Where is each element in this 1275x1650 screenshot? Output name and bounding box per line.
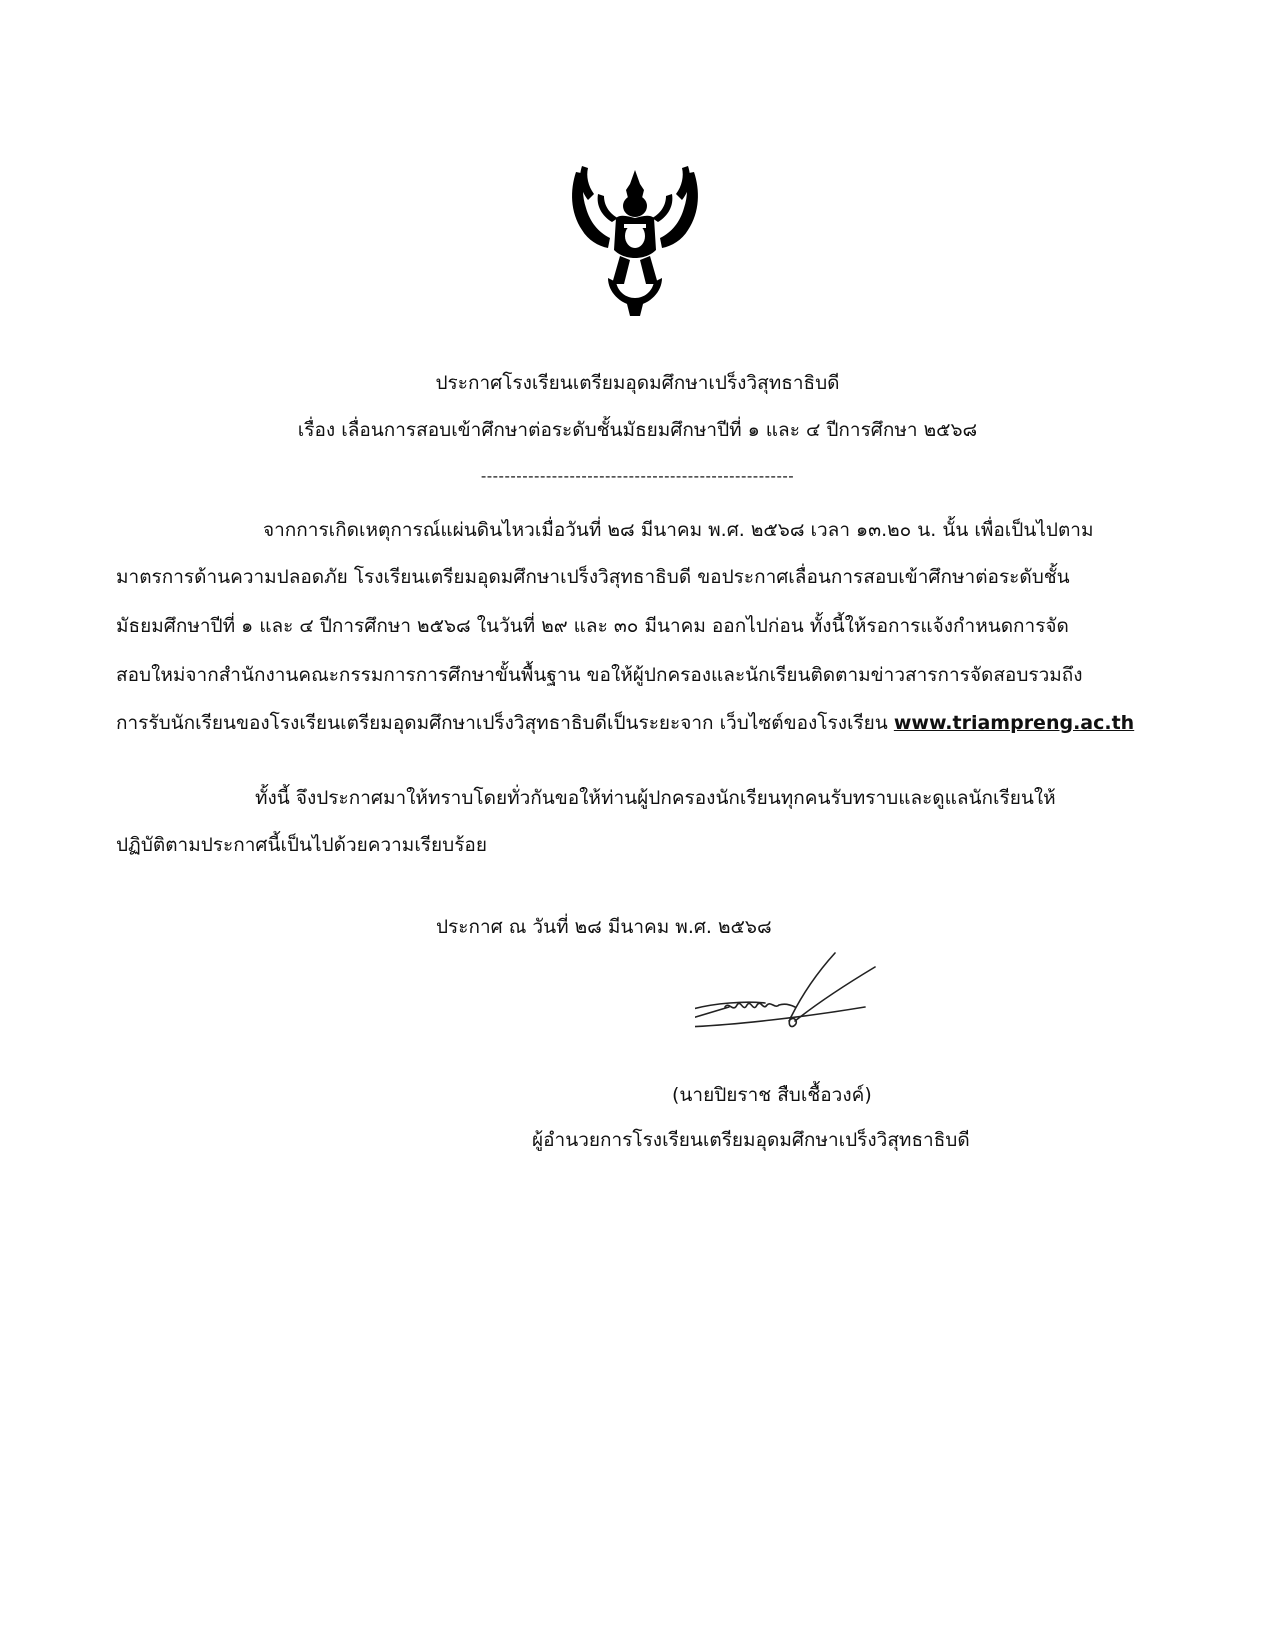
announcement-title: ประกาศโรงเรียนเตรียมอุดมศึกษาเปร็งวิสุทธาธิบดี [435,372,840,394]
signer-name: (นายปิยราช สืบเชื้อวงค์) [672,1084,872,1106]
announcement-subject: เรื่อง เลื่อนการสอบเข้าศึกษาต่อระดับชั้นมัธยมศึกษาปีที่ ๑ และ ๔ ปีการศึกษา ๒๕๖๘ [297,419,978,441]
divider: ----------------------------------------------------- [480,467,795,485]
paragraph1-line5-text: การรับนักเรียนของโรงเรียนเตรียมอุดมศึกษาเปร็งวิสุทธาธิบดีเป็นระยะจาก เว็บไซต์ของโรงเรียน [116,712,894,734]
paragraph1-line3: มัธยมศึกษาปีที่ ๑ และ ๔ ปีการศึกษา ๒๕๖๘ ในวันที่ ๒๙ และ ๓๐ มีนาคม ออกไปก่อน ทั้งนี้ให้รอการแจ้งกำหนดการจัด [116,615,1069,637]
website-link[interactable]: www.triampreng.ac.th [893,712,1135,734]
paragraph1-line1: จากการเกิดเหตุการณ์แผ่นดินไหวเมื่อวันที่ ๒๘ มีนาคม พ.ศ. ๒๕๖๘ เวลา ๑๓.๒๐ น. นั้น เพื่อเป็นไปตาม [263,519,1094,541]
signer-title: ผู้อำนวยการโรงเรียนเตรียมอุดมศึกษาเปร็งวิสุทธาธิบดี [532,1129,970,1151]
paragraph1-line2: มาตรการด้านความปลอดภัย โรงเรียนเตรียมอุดมศึกษาเปร็งวิสุทธาธิบดี ขอประกาศเลื่อนการสอบเข้าศึกษาต่อระดับชั้น [116,566,1070,588]
paragraph1-line5 [116,708,1134,738]
paragraph2-line1: ทั้งนี้ จึงประกาศมาให้ทราบโดยทั่วกันขอให้ท่านผู้ปกครองนักเรียนทุกคนรับทราบและดูแลนักเรียนให้ [255,787,1056,809]
announcement-date: ประกาศ ณ วันที่ ๒๘ มีนาคม พ.ศ. ๒๕๖๘ [436,916,772,938]
paragraph1-line4: สอบใหม่จากสำนักงานคณะกรรมการการศึกษาขั้นพื้นฐาน ขอให้ผู้ปกครองและนักเรียนติดตามข่าวสารการจัดสอบรวมถึง [116,664,1083,686]
paragraph2-line2: ปฏิบัติตามประกาศนี้เป็นไปด้วยความเรียบร้อย [116,834,487,856]
signature-image [695,945,915,1075]
garuda-emblem-icon [568,160,702,318]
